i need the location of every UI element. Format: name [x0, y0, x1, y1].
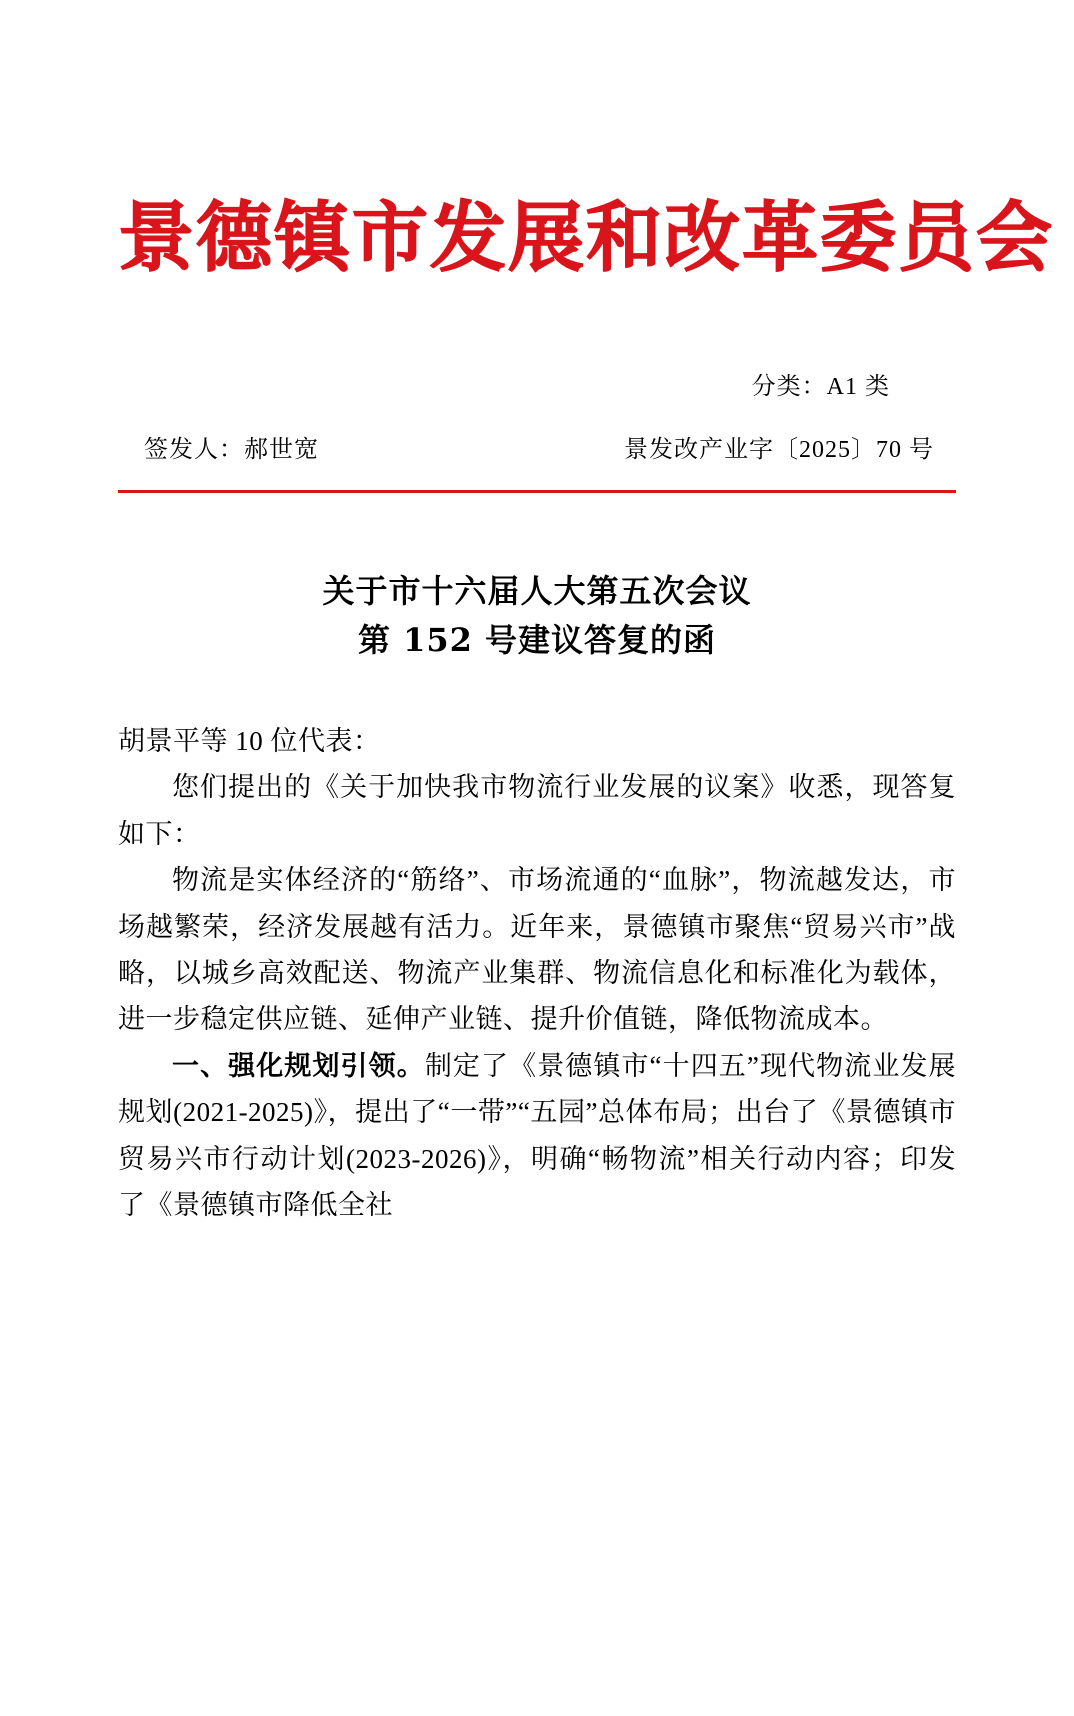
document-page [0, 193, 1074, 1716]
body-paragraph-3-heading: 一、强化规划引领。 [172, 1050, 425, 1081]
body-paragraph-3-text: 制定了《景德镇市“十四五”现代物流业发展规划(2021-2025)》，提出了“一带”“五园”总体布局；出台了《景德镇市贸易兴市行动计划(2023-2026)》，明确“畅物流”相关行动内容；印发了《景德镇市降低全社 [118, 1050, 957, 1221]
category-line [118, 366, 956, 401]
masthead-title: 景德镇市发展和改革委员会 [118, 193, 1054, 282]
document-number: 景发改产业字〔2025〕70 号 [624, 436, 934, 463]
body-paragraph-2: 物流是实体经济的“筋络”、市场流通的“血脉”，物流越发达，市场越繁荣，经济发展越有活力。近年来，景德镇市聚焦“贸易兴市”战略，以城乡高效配送、物流产业集群、物流信息化和标准化为载体，进一步稳定供应链、延伸产业链、提升价值链，降低物流成本。 [118, 865, 956, 1035]
page-title-line-2: 第 152 号建议答复的函 [357, 621, 717, 660]
page-title-line-1: 关于市十六届人大第五次会议 [322, 571, 752, 610]
category-value: A1 类 [826, 373, 890, 400]
salutation: 胡景平等 10 位代表： [118, 725, 381, 756]
category-label: 分类： [751, 373, 827, 400]
page-title [118, 567, 956, 666]
body-paragraph-1: 您们提出的《关于加快我市物流行业发展的议案》收悉，现答复如下： [118, 772, 956, 849]
meta-row [118, 429, 956, 464]
red-divider-rule [118, 490, 956, 493]
document-body [118, 718, 956, 1229]
body-paragraph-3 [118, 1043, 956, 1229]
signer-label: 签发人： [144, 436, 244, 463]
signer-value: 郝世宽 [244, 436, 319, 463]
